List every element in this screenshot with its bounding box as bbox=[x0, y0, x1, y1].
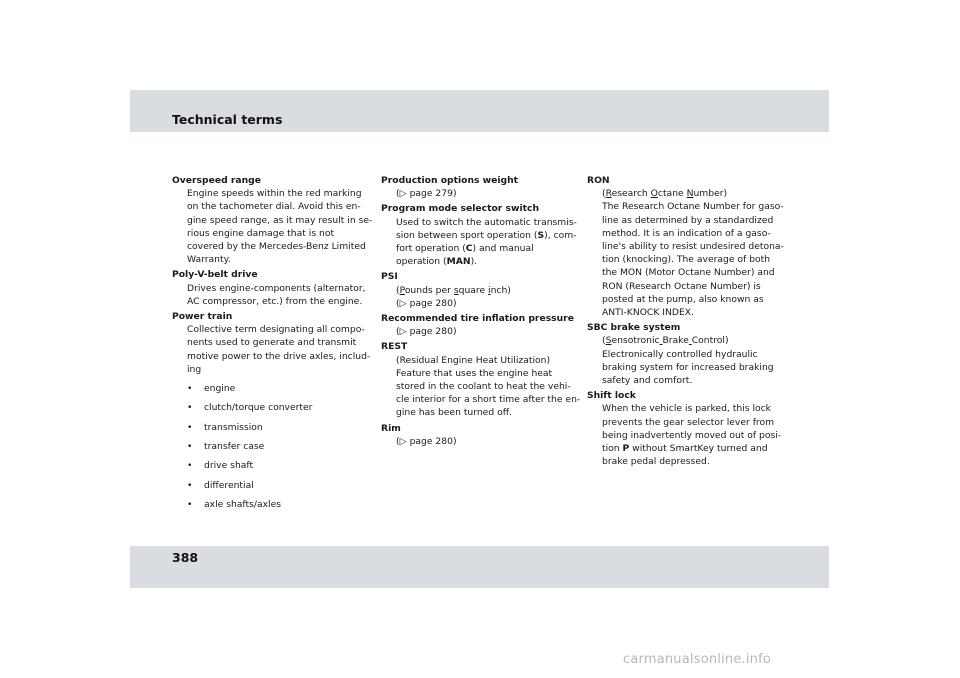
definition-line: Engine speeds within the red marking bbox=[187, 188, 362, 200]
definition-line: ing bbox=[187, 363, 202, 375]
definition-line: (▷ page 280) bbox=[396, 297, 457, 309]
bullet-text: differential bbox=[204, 479, 254, 491]
definition-line: safety and comfort. bbox=[602, 375, 693, 387]
definition-line: gine speed range, as it may result in se- bbox=[187, 214, 373, 226]
bullet-item bbox=[172, 421, 370, 434]
definition-line: sion between sport operation (S), com- bbox=[396, 229, 577, 241]
glossary-entry bbox=[587, 174, 785, 319]
definition-line: on the tachometer dial. Avoid this en- bbox=[187, 201, 361, 213]
glossary-entry bbox=[381, 340, 579, 419]
definition-line: braking system for increased braking bbox=[602, 361, 774, 373]
definition-line: line as determined by a standardized bbox=[602, 214, 774, 226]
definition-line: Used to switch the automatic transmis- bbox=[396, 216, 577, 228]
bullet-text: engine bbox=[204, 383, 236, 395]
glossary-term: RON bbox=[587, 175, 610, 186]
definition-line: Feature that uses the engine heat bbox=[396, 367, 553, 379]
definition-line: tion (knocking). The average of both bbox=[602, 254, 771, 266]
definition-line: Drives engine-components (alternator, bbox=[187, 282, 366, 294]
bullet-item bbox=[172, 440, 370, 453]
definition-line: operation (MAN). bbox=[396, 256, 478, 268]
definition-line: line's ability to resist undesired detona- bbox=[602, 241, 784, 253]
bullet-text: transfer case bbox=[204, 441, 265, 453]
definition-line: RON (Research Octane Number) is bbox=[602, 280, 761, 292]
glossary-entry bbox=[587, 389, 785, 468]
definition-line: gine has been turned off. bbox=[396, 407, 512, 419]
definition-line: The Research Octane Number for gaso- bbox=[602, 201, 784, 213]
bullet-dot-icon: • bbox=[187, 383, 193, 395]
glossary-term: SBC brake system bbox=[587, 322, 681, 334]
glossary-term: PSI bbox=[381, 271, 398, 283]
definition-line: (Residual Engine Heat Utilization) bbox=[396, 354, 551, 366]
definition-line: covered by the Mercedes-Benz Limited bbox=[187, 241, 366, 253]
watermark: carmanualsonline.info bbox=[623, 652, 772, 667]
definition-line: (Pounds per square inch) bbox=[396, 284, 511, 296]
definition-line: cle interior for a short time after the en- bbox=[396, 394, 581, 406]
bullet-item bbox=[172, 459, 370, 472]
definition-line: tion P without SmartKey turned and bbox=[602, 443, 768, 455]
bullet-text: clutch/torque converter bbox=[204, 402, 313, 414]
glossary-term: Recommended tire inflation pressure bbox=[381, 313, 574, 325]
bullet-item bbox=[172, 479, 370, 492]
bullet-dot-icon: • bbox=[187, 402, 193, 414]
bullet-dot-icon: • bbox=[187, 479, 193, 491]
definition-line: rious engine damage that is not bbox=[187, 227, 335, 239]
definition-line: When the vehicle is parked, this lock bbox=[602, 403, 771, 415]
glossary-term: Overspeed range bbox=[172, 175, 261, 186]
glossary-entry bbox=[587, 321, 785, 387]
definition-line: motive power to the drive axles, includ- bbox=[187, 350, 371, 362]
glossary-entry bbox=[172, 268, 370, 308]
definition-line: stored in the coolant to heat the vehi- bbox=[396, 381, 571, 393]
glossary-term: Power train bbox=[172, 311, 233, 323]
glossary-term: Production options weight bbox=[381, 175, 519, 186]
definition-line: Collective term designating all compo- bbox=[187, 324, 365, 336]
glossary-term: REST bbox=[381, 341, 408, 353]
definition-line: fort operation (C) and manual bbox=[396, 243, 534, 255]
definition-line: posted at the pump, also known as bbox=[602, 293, 764, 305]
definition-line: brake pedal depressed. bbox=[602, 456, 710, 468]
bullet-item bbox=[172, 382, 370, 395]
glossary-entry bbox=[381, 270, 579, 310]
bullet-dot-icon: • bbox=[187, 498, 193, 510]
bullet-text: transmission bbox=[204, 421, 263, 433]
bullet-text: drive shaft bbox=[204, 460, 254, 472]
definition-line: Electronically controlled hydraulic bbox=[602, 348, 758, 360]
bullet-item bbox=[172, 401, 370, 414]
footer-band bbox=[130, 546, 829, 588]
definition-line: nents used to generate and transmit bbox=[187, 337, 357, 349]
definition-line: ANTI-KNOCK INDEX. bbox=[602, 307, 694, 319]
glossary-column-3 bbox=[587, 174, 785, 470]
glossary-entry bbox=[172, 310, 370, 511]
definition-line: (Research Octane Number) bbox=[602, 188, 728, 200]
glossary-entry bbox=[381, 312, 579, 338]
page-number: 388 bbox=[172, 550, 199, 565]
glossary-entry bbox=[381, 202, 579, 268]
bullet-text: axle shafts/axles bbox=[204, 498, 282, 510]
definition-line: method. It is an indication of a gaso- bbox=[602, 227, 771, 239]
definition-line: being inadvertently moved out of posi- bbox=[602, 429, 782, 441]
definition-line: Warranty. bbox=[187, 254, 231, 266]
section-title: Technical terms bbox=[172, 112, 283, 127]
definition-line: prevents the gear selector lever from bbox=[602, 416, 775, 428]
glossary-entry bbox=[172, 174, 373, 266]
bullet-dot-icon: • bbox=[187, 460, 193, 472]
glossary-column-1 bbox=[172, 174, 373, 513]
glossary-term: Program mode selector switch bbox=[381, 203, 539, 215]
bullet-dot-icon: • bbox=[187, 421, 193, 433]
bullet-item bbox=[172, 498, 370, 511]
bullet-dot-icon: • bbox=[187, 441, 193, 453]
glossary-term: Poly-V-belt drive bbox=[172, 269, 258, 281]
glossary-term: Rim bbox=[381, 422, 401, 434]
definition-line: (▷ page 280) bbox=[396, 326, 457, 338]
definition-line: the MON (Motor Octane Number) and bbox=[602, 267, 775, 279]
glossary-column-2 bbox=[381, 174, 579, 450]
definition-line: (Sensotronic Brake Control) bbox=[602, 335, 729, 347]
definition-line: (▷ page 280) bbox=[396, 435, 457, 447]
glossary-term: Shift lock bbox=[587, 390, 636, 402]
glossary-entry bbox=[381, 422, 579, 448]
definition-line: (▷ page 279) bbox=[396, 188, 457, 200]
glossary-entry bbox=[381, 174, 579, 200]
definition-line: AC compressor, etc.) from the engine. bbox=[187, 295, 363, 307]
